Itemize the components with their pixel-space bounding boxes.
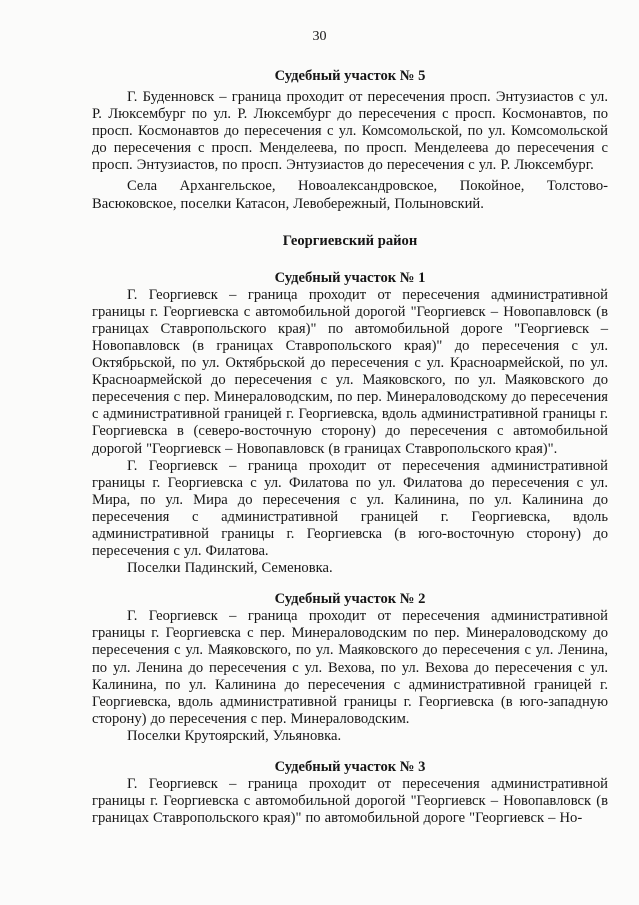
section-court-2 [92, 590, 608, 745]
paragraph: Поселки Падинский, Семеновка. [127, 560, 333, 577]
document-body [92, 67, 608, 827]
paragraph: Г. Георгиевск – граница проходит от пересечения административной границы г. Георгиевска с автомобильной дорогой "Георгиевск – Новопавловск (в границах Ставропольского края)" по автомобильной дороге "Георгиевск – Но- [92, 776, 608, 827]
paragraph: Г. Георгиевск – граница проходит от пересечения административной границы г. Георгиевска с пер. Минераловодским по пер. Минераловодскому до пересечения с ул. Маяковского, по ул. Маяковского до пересечения с ул. Ленина, по ул. Ленина до пересечения с ул. Вехова, по ул. Вехова до пересечения с ул. Калинина, по ул. Калинина до пересечения с административной границей г. Георгиевска, вдоль административной границы г. Георгиевска (в юго-западную сторону) до пересечения с пер. Минераловодским. [92, 608, 608, 727]
section-court-5 [92, 67, 608, 213]
district-heading: Георгиевский район [282, 232, 418, 249]
section-heading: Судебный участок № 2 [274, 591, 426, 608]
paragraph: Г. Георгиевск – граница проходит от пересечения административной границы г. Георгиевска с ул. Филатова по ул. Филатова до пересечения с ул. Мира, по ул. Мира до пересечения с ул. Калинина, по ул. Калинина до пересечения с административной границей г. Георгиевска, вдоль административной границы г. Георгиевска (в юго-восточную сторону) до пересечения с ул. Филатова. [92, 457, 608, 560]
page-number: 30 [312, 29, 327, 44]
section-heading: Судебный участок № 1 [274, 269, 426, 286]
paragraph: Г. Буденновск – граница проходит от пересечения просп. Энтузиастов с ул. Р. Люксембург по ул. Р. Люксембург до пересечения с просп. Космонавтов, по просп. Космонавтов до пересечения с ул. Комсомольской, по ул. Комсомольской до пересечения с просп. Менделеева, по просп. Менделеева до пересечения с просп. Энтузиастов, по просп. Энтузиастов до пересечения с ул. Р. Люксембург. [92, 89, 608, 174]
paragraph: Села Архангельское, Новоалександровское, Покойное, Толстово-Васюковское, поселки Катасон, Левобережный, Полыновский. [92, 178, 608, 212]
paragraph: Г. Георгиевск – граница проходит от пересечения административной границы г. Георгиевска с автомобильной дорогой "Георгиевск – Новопавловск (в границах Ставропольского края)" по автомобильной дороге "Георгиевск – Новопавловск (в границах Ставропольского края)" до пересечения с ул. Октябрьской, по ул. Октябрьской до пересечения с ул. Красноармейской, по ул. Красноармейской до пересечения с ул. Маяковского, по ул. Маяковского до пересечения с пер. Минераловодским, по пер. Минераловодскому до пересечения с административной границей г. Георгиевска, вдоль административной границы г. Георгиевска в (северо-восточную сторону) до пересечения с автомобильной дорогой "Георгиевск – Новопавловск (в границах Ставропольского края)". [92, 286, 608, 457]
section-court-3 [92, 758, 608, 827]
paragraph: Поселки Крутоярский, Ульяновка. [127, 727, 342, 744]
section-heading: Судебный участок № 3 [274, 759, 426, 775]
section-heading: Судебный участок № 5 [274, 68, 426, 84]
section-court-1 [92, 269, 608, 578]
